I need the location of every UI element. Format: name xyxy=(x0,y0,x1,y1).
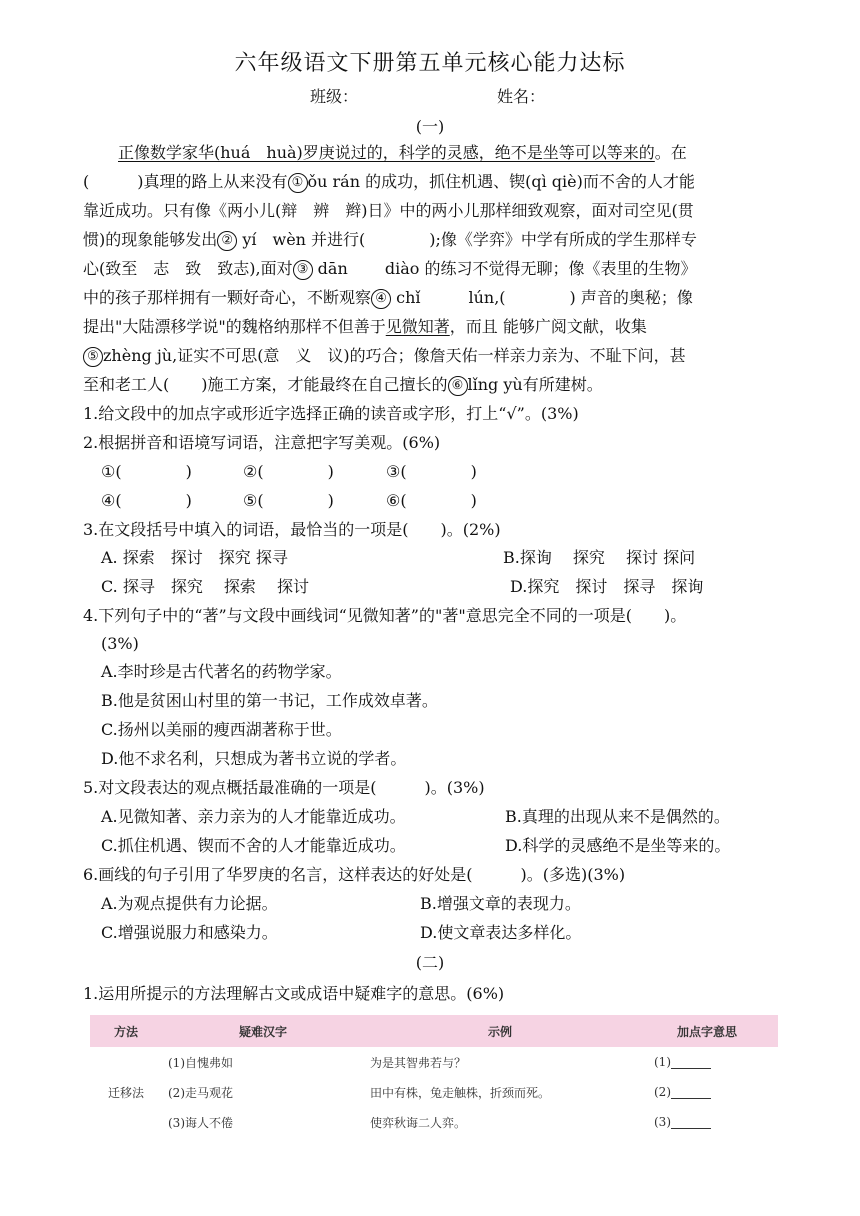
question-2: 2.根据拼音和语境写词语，注意把字写美观。(6%) xyxy=(83,433,441,452)
answer-blank-5[interactable]: ⑤( ) xyxy=(243,491,334,510)
answer-line[interactable] xyxy=(671,1056,711,1069)
section-heading-2: (二) xyxy=(415,953,445,972)
passage-line-1: 正像数学家华(huá huà)罗庚说过的，科学的灵感，绝不是坐等可以等来的。在 xyxy=(118,143,687,162)
class-label: 班级： xyxy=(310,87,359,106)
section-heading-1: (一) xyxy=(415,117,445,136)
header-word: 疑难汉字 xyxy=(162,1015,364,1047)
option-4c[interactable]: C.扬州以美丽的瘦西湖著称于世。 xyxy=(101,720,342,739)
question-4-score: (3%) xyxy=(101,634,139,653)
passage-line-3: 靠近成功。只有像《两小儿(辩 辨 辫)日》中的两小儿那样细致观察，面对司空见(贯 xyxy=(83,201,694,220)
name-label: 姓名： xyxy=(497,87,546,106)
option-5d[interactable]: D.科学的灵感绝不是坐等来的。 xyxy=(505,836,731,855)
method-table xyxy=(90,1015,778,1137)
passage-line-8: ⑤ zhèng jù,证实不可思(意 义 议)的巧合；像詹天佑一样亲力亲为、不耻下问，甚 xyxy=(83,344,686,368)
option-5a[interactable]: A.见微知著、亲力亲为的人才能靠近成功。 xyxy=(101,807,406,826)
answer-blank-2[interactable]: ②( ) xyxy=(243,462,334,481)
example-cell: 为是其智弗若与？ xyxy=(370,1055,467,1070)
option-3c[interactable]: C. 探寻 探究 探索 探讨 xyxy=(101,577,310,596)
method-cell: 迁移法 xyxy=(107,1085,144,1100)
option-4a[interactable]: A.李时珍是古代著名的药物学家。 xyxy=(101,662,342,681)
option-5c[interactable]: C.抓住机遇、锲而不舍的人才能靠近成功。 xyxy=(101,836,406,855)
section-2-question-1: 1.运用所提示的方法理解古文或成语中疑难字的意思。(6%) xyxy=(83,984,505,1003)
option-6d[interactable]: D.使文章表达多样化。 xyxy=(420,923,582,942)
option-4b[interactable]: B.他是贫困山村里的第一书记，工作成效卓著。 xyxy=(101,691,438,710)
header-meaning: 加点字意思 xyxy=(636,1015,778,1047)
example-cell: 使弈秋诲二人弈。 xyxy=(370,1115,467,1130)
answer-blank-4[interactable]: ④( ) xyxy=(101,491,192,510)
passage-line-2: ( )真理的路上从来没有 ① ǒu rán 的成功，抓住机遇、锲(qì qiè)而不舍的人才能 xyxy=(83,172,695,191)
passage-line-4: 惯)的现象能够发出 ② yí wèn 并进行( );像《学弈》中学有所成的学生那样专 xyxy=(83,230,697,249)
meaning-cell[interactable]: (3) xyxy=(636,1107,778,1137)
circled-number: ③ xyxy=(293,260,313,280)
passage-line-6: 中的孩子那样拥有一颗好奇心，不断观察 ④ chǐ lún,( ) 声音的奥秘；像 xyxy=(83,288,693,307)
option-3a[interactable]: A. 探索 探讨 探究 探寻 xyxy=(101,548,288,567)
passage-line-9: 至和老工人( )施工方案，才能最终在自己擅长的 ⑥ lǐng yù有所建树。 xyxy=(83,375,603,394)
table-row xyxy=(90,1047,778,1077)
header-method: 方法 xyxy=(90,1015,162,1047)
option-6a[interactable]: A.为观点提供有力论据。 xyxy=(101,894,278,913)
answer-blank-3[interactable]: ③( ) xyxy=(386,462,477,481)
answer-line[interactable] xyxy=(671,1116,711,1129)
circled-number: ① xyxy=(288,173,308,193)
circled-number: ⑥ xyxy=(448,376,468,396)
answer-blank-6[interactable]: ⑥( ) xyxy=(386,491,477,510)
circled-number: ④ xyxy=(371,289,391,309)
word-cell: (1)自愧弗如 xyxy=(168,1055,233,1070)
question-6: 6.画线的句子引用了华罗庚的名言，这样表达的好处是( )。(多选)(3%) xyxy=(83,865,626,884)
question-5: 5.对文段表达的观点概括最准确的一项是( )。(3%) xyxy=(83,778,485,797)
table-row xyxy=(90,1107,778,1137)
page-title: 六年级语文下册第五单元核心能力达标 xyxy=(234,51,626,76)
option-3d[interactable]: D.探究 探讨 探寻 探询 xyxy=(510,577,704,596)
option-5b[interactable]: B.真理的出现从来不是偶然的。 xyxy=(505,807,730,826)
header-example: 示例 xyxy=(364,1015,636,1047)
word-cell: (2)走马观花 xyxy=(168,1085,233,1100)
example-cell: 田中有株，兔走触株，折颈而死。 xyxy=(370,1085,551,1100)
answer-blank-1[interactable]: ①( ) xyxy=(101,462,192,481)
option-6c[interactable]: C.增强说服力和感染力。 xyxy=(101,923,278,942)
underlined-term: 见微知著 xyxy=(385,317,450,336)
table-header-row xyxy=(90,1015,778,1047)
option-3b[interactable]: B.探询 探究 探讨 探问 xyxy=(503,548,696,567)
question-4: 4.下列句子中的“著”与文段中画线词“见微知著”的"著"意思完全不同的一项是( )。 xyxy=(83,606,687,625)
passage-line-7: 提出"大陆漂移学说"的魏格纳那样不但善于见微知著，而且 能够广阅文献，收集 xyxy=(83,317,647,336)
meaning-cell[interactable]: (2) xyxy=(636,1077,778,1107)
question-3: 3.在文段括号中填入的词语，最恰当的一项是( )。(2%) xyxy=(83,520,501,539)
option-6b[interactable]: B.增强文章的表现力。 xyxy=(420,894,581,913)
circled-number: ② xyxy=(217,231,237,251)
underlined-quote: 正像数学家华(huá huà)罗庚说过的，科学的灵感，绝不是坐等可以等来的 xyxy=(118,143,655,162)
option-4d[interactable]: D.他不求名利，只想成为著书立说的学者。 xyxy=(101,749,407,768)
passage-line-5: 心(致至 志 致 致志),面对 ③ dān diào 的练习不觉得无聊；像《表里的生物》 xyxy=(83,259,697,278)
answer-line[interactable] xyxy=(671,1086,711,1099)
table-row xyxy=(90,1077,778,1107)
meaning-cell[interactable]: (1) xyxy=(636,1047,778,1077)
word-cell: (3)诲人不倦 xyxy=(168,1115,233,1130)
circled-number: ⑤ xyxy=(83,347,103,367)
question-1: 1.给文段中的加点字或形近字选择正确的读音或字形，打上“√”。(3%) xyxy=(83,404,579,423)
